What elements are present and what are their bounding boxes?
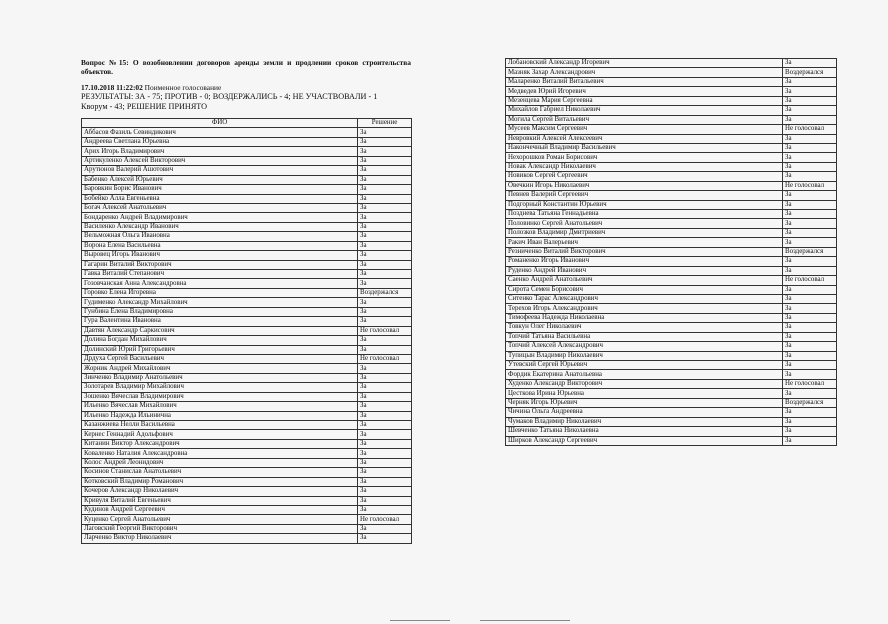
table-row	[506, 200, 837, 209]
table-row	[82, 383, 412, 392]
vote-decision: За	[358, 392, 412, 401]
deputy-name: Ракич Иван Валерьевич	[506, 238, 783, 247]
table-row	[82, 137, 412, 146]
vote-decision: За	[783, 389, 837, 398]
table-row	[506, 389, 837, 398]
vote-decision: За	[783, 351, 837, 360]
table-row	[506, 59, 837, 68]
deputy-name: Китанин Виктор Александрович	[82, 439, 358, 448]
deputy-name: Арих Игорь Владимирович	[82, 147, 358, 156]
deputy-name: Долина Богдан Михайлович	[82, 336, 358, 345]
vote-decision: За	[358, 270, 412, 279]
table-row	[506, 266, 837, 275]
deputy-name: Гавка Виталий Степанович	[82, 270, 358, 279]
table-row	[506, 342, 837, 351]
deputy-name: Зинченко Владимир Анатольевич	[82, 373, 358, 382]
table-row	[506, 436, 837, 445]
deputy-name: Кудинов Андрей Сергеевич	[82, 505, 358, 514]
deputy-name: Певнев Валерий Сергеевич	[506, 191, 783, 200]
deputy-name: Гура Валентина Ивановна	[82, 317, 358, 326]
table-row	[82, 194, 412, 203]
vote-decision: За	[783, 294, 837, 303]
vote-quorum: Кворум - 43; РЕШЕНИЕ ПРИНЯТО	[81, 101, 208, 111]
table-row	[82, 458, 412, 467]
table-row	[82, 421, 412, 430]
table-row	[82, 496, 412, 505]
table-row	[506, 332, 837, 341]
deputy-name: Нехорошков Роман Борисович	[506, 153, 783, 162]
vote-decision: За	[783, 153, 837, 162]
vote-decision: За	[358, 251, 412, 260]
deputy-name: Зошенко Вячеслав Владимирович	[82, 392, 358, 401]
scan-artifact-line	[390, 620, 450, 621]
deputy-name: Давтян Александр Саркисович	[82, 326, 358, 335]
deputy-name: Бабенко Алексей Юрьевич	[82, 175, 358, 184]
vote-header	[81, 58, 411, 111]
table-row	[506, 96, 837, 105]
table-row	[506, 77, 837, 86]
vote-decision: За	[358, 222, 412, 231]
deputy-name: Кернес Геннадий Адольфович	[82, 430, 358, 439]
vote-decision: За	[358, 232, 412, 241]
deputy-name: Утевский Сергей Юрьевич	[506, 361, 783, 370]
deputy-name: Дрдуха Сергей Васильевич	[82, 354, 358, 363]
deputy-name: Коваленко Наталия Александровна	[82, 449, 358, 458]
vote-decision: За	[783, 87, 837, 96]
table-row	[506, 408, 837, 417]
table-row	[506, 143, 837, 152]
vote-decision: За	[358, 137, 412, 146]
table-row	[506, 219, 837, 228]
vote-decision: За	[783, 106, 837, 115]
table-row	[506, 247, 837, 256]
table-row	[82, 487, 412, 496]
vote-decision: За	[783, 313, 837, 322]
vote-decision: За	[358, 194, 412, 203]
vote-decision: Не голосовал	[358, 515, 412, 524]
deputy-name: Гозовчанская Анна Александровна	[82, 279, 358, 288]
vote-decision: За	[783, 342, 837, 351]
vote-decision: За	[783, 370, 837, 379]
deputy-name: Чумаков Владимир Николаевич	[506, 417, 783, 426]
vote-decision: За	[783, 219, 837, 228]
deputy-name: Тупицын Владимир Николаевич	[506, 351, 783, 360]
table-row	[82, 515, 412, 524]
deputy-name: Лобановский Александр Игоревич	[506, 59, 783, 68]
table-row	[82, 364, 412, 373]
vote-decision: За	[358, 411, 412, 420]
vote-decision: Воздержался	[783, 68, 837, 77]
deputy-name: Романенко Игорь Иванович	[506, 257, 783, 266]
deputy-name: Выровец Игорь Иванович	[82, 251, 358, 260]
table-row	[82, 185, 412, 194]
deputy-name: Подгорный Константин Юрьевич	[506, 200, 783, 209]
deputy-name: Вельможная Ольга Ивановна	[82, 232, 358, 241]
deputy-name: Сирота Семен Борисович	[506, 285, 783, 294]
vote-type: Поименное голосование	[144, 82, 222, 92]
vote-decision: За	[358, 185, 412, 194]
deputy-name: Накончечный Владимир Васильевич	[506, 143, 783, 152]
deputy-name: Саенко Андрей Анатольевич	[506, 276, 783, 285]
table-row	[82, 411, 412, 420]
vote-decision: За	[783, 143, 837, 152]
table-row	[506, 351, 837, 360]
vote-decision: За	[358, 213, 412, 222]
votes-table-right	[505, 58, 837, 446]
table-row	[82, 524, 412, 533]
table-row	[506, 115, 837, 124]
table-row	[506, 228, 837, 237]
table-row	[506, 162, 837, 171]
deputy-name: Артикуленко Алексей Викторович	[82, 156, 358, 165]
deputy-name: Тимофеева Надежда Николаевна	[506, 313, 783, 322]
deputy-name: Гагарин Виталий Викторович	[82, 260, 358, 269]
table-row	[82, 279, 412, 288]
vote-decision: За	[783, 200, 837, 209]
deputy-name: Жорник Андрей Михайлович	[82, 364, 358, 373]
table-row	[506, 191, 837, 200]
table-row	[506, 379, 837, 388]
deputy-name: Черняк Игорь Юрьевич	[506, 398, 783, 407]
deputy-name: Ильенко Вячеслав Михайлович	[82, 402, 358, 411]
table-row	[506, 323, 837, 332]
deputy-name: Половинко Сергей Анатольевич	[506, 219, 783, 228]
vote-decision: За	[358, 317, 412, 326]
deputy-name: Ворона Елена Васильевна	[82, 241, 358, 250]
vote-decision: За	[783, 115, 837, 124]
deputy-name: Ларченко Виктор Николаевич	[82, 534, 358, 543]
table-row	[506, 87, 837, 96]
table-row	[506, 427, 837, 436]
table-row	[82, 505, 412, 514]
deputy-name: Горовко Елена Игоревна	[82, 288, 358, 297]
table-row	[506, 210, 837, 219]
vote-decision: За	[358, 279, 412, 288]
deputy-name: Колос Андрей Леонидович	[82, 458, 358, 467]
table-row	[82, 270, 412, 279]
deputy-name: Михайлов Габриел Николаевич	[506, 106, 783, 115]
deputy-name: Ширков Александр Сергеевич	[506, 436, 783, 445]
column-header-name: ФИО	[82, 119, 358, 128]
deputy-name: Баровкин Борис Иванович	[82, 185, 358, 194]
deputy-name: Фордик Екатерина Анатольевна	[506, 370, 783, 379]
table-row	[82, 232, 412, 241]
vote-decision: Не голосовал	[783, 181, 837, 190]
vote-decision: За	[358, 203, 412, 212]
table-row	[82, 439, 412, 448]
table-row	[82, 477, 412, 486]
vote-decision: За	[358, 298, 412, 307]
table-row	[82, 241, 412, 250]
table-row	[82, 354, 412, 363]
deputy-name: Топчий Алексей Александрович	[506, 342, 783, 351]
vote-decision: За	[358, 524, 412, 533]
table-row	[82, 175, 412, 184]
vote-decision: Не голосовал	[783, 379, 837, 388]
vote-decision: За	[358, 156, 412, 165]
table-row	[82, 336, 412, 345]
vote-decision: За	[358, 128, 412, 137]
vote-decision: За	[783, 436, 837, 445]
vote-decision: За	[783, 361, 837, 370]
deputy-name: Терехов Игорь Александрович	[506, 304, 783, 313]
vote-decision: За	[358, 336, 412, 345]
votes-table-right-body	[506, 59, 837, 446]
deputy-name: Мезенцева Мария Сергеевна	[506, 96, 783, 105]
table-row	[506, 370, 837, 379]
deputy-name: Овечкин Игорь Николаевич	[506, 181, 783, 190]
table-row	[506, 398, 837, 407]
deputy-name: Гунбина Елена Владимировна	[82, 307, 358, 316]
table-row	[82, 156, 412, 165]
deputy-name: Цесткова Ирина Юрьевна	[506, 389, 783, 398]
vote-decision: За	[358, 373, 412, 382]
vote-decision: За	[358, 364, 412, 373]
table-row	[82, 203, 412, 212]
vote-decision: За	[783, 210, 837, 219]
vote-decision: За	[358, 307, 412, 316]
table-row	[506, 276, 837, 285]
deputy-name: Невровкий Алексей Алексеевич	[506, 134, 783, 143]
vote-decision: Воздержался	[783, 398, 837, 407]
vote-decision: За	[783, 266, 837, 275]
scan-artifact-line	[480, 620, 570, 621]
table-row	[82, 534, 412, 543]
vote-decision: За	[783, 408, 837, 417]
vote-decision: За	[358, 166, 412, 175]
vote-decision: За	[783, 172, 837, 181]
deputy-name: Мазняк Захар Александрович	[506, 68, 783, 77]
deputy-name: Резниченко Виталий Викторович	[506, 247, 783, 256]
table-row	[506, 125, 837, 134]
table-row	[82, 307, 412, 316]
votes-table-left-body	[82, 128, 412, 543]
table-row	[82, 468, 412, 477]
deputy-name: Новак Александр Николаевич	[506, 162, 783, 171]
deputy-name: Шевченко Татьяна Николаевна	[506, 427, 783, 436]
deputy-name: Ильенко Надежда Ильинична	[82, 411, 358, 420]
vote-decision: Воздержался	[783, 247, 837, 256]
vote-decision: За	[358, 175, 412, 184]
table-row	[82, 430, 412, 439]
deputy-name: Арутюнов Валерий Ашотович	[82, 166, 358, 175]
table-row	[506, 257, 837, 266]
vote-decision: За	[783, 77, 837, 86]
deputy-name: Андреева Светлана Юрьевна	[82, 137, 358, 146]
vote-decision: За	[783, 417, 837, 426]
table-row	[82, 317, 412, 326]
vote-decision: За	[358, 430, 412, 439]
table-row	[506, 134, 837, 143]
vote-decision: За	[358, 147, 412, 156]
vote-decision: За	[783, 332, 837, 341]
table-row	[506, 313, 837, 322]
deputy-name: Куценко Сергей Анатольевич	[82, 515, 358, 524]
deputy-name: Новиков Сергей Сергеевич	[506, 172, 783, 181]
vote-decision: За	[358, 402, 412, 411]
vote-decision: За	[358, 505, 412, 514]
table-row	[82, 251, 412, 260]
deputy-name: Маларенко Виталий Витальевич	[506, 77, 783, 86]
deputy-name: Долинский Юрий Григорьевич	[82, 345, 358, 354]
vote-decision: За	[783, 304, 837, 313]
vote-decision: За	[358, 439, 412, 448]
deputy-name: Лаговский Георгий Викторович	[82, 524, 358, 533]
vote-decision: За	[783, 162, 837, 171]
table-row	[506, 238, 837, 247]
vote-results: РЕЗУЛЬТАТЫ: ЗА - 75; ПРОТИВ - 0; ВОЗДЕРЖАЛИСЬ - 4; НЕ УЧАСТВОВАЛИ - 1	[81, 92, 378, 102]
deputy-name: Руденко Андрей Иванович	[506, 266, 783, 275]
table-row	[82, 345, 412, 354]
table-row	[506, 294, 837, 303]
table-row	[82, 213, 412, 222]
vote-decision: За	[783, 323, 837, 332]
vote-decision: За	[783, 134, 837, 143]
vote-decision: За	[783, 59, 837, 68]
table-row	[82, 298, 412, 307]
deputy-name: Ситенко Тарас Александрович	[506, 294, 783, 303]
vote-decision: За	[783, 238, 837, 247]
table-row	[506, 106, 837, 115]
vote-decision: За	[358, 449, 412, 458]
vote-decision: Не голосовал	[358, 354, 412, 363]
deputy-name: Кочеров Александр Николаевич	[82, 487, 358, 496]
vote-decision: За	[358, 487, 412, 496]
deputy-name: Чичина Ольга Андреевна	[506, 408, 783, 417]
deputy-name: Котковский Владимир Романович	[82, 477, 358, 486]
votes-table-left	[81, 118, 412, 544]
deputy-name: Гудименко Александр Михайлович	[82, 298, 358, 307]
vote-datetime: 17.10.2018 11:22:02	[81, 82, 143, 92]
vote-decision: За	[358, 421, 412, 430]
deputy-name: Полозков Владимир Дмитриевич	[506, 228, 783, 237]
deputy-name: Золотарев Владимир Михайлович	[82, 383, 358, 392]
table-row	[82, 392, 412, 401]
vote-decision: Не голосовал	[358, 326, 412, 335]
deputy-name: Позднева Татьяна Геннадьевна	[506, 210, 783, 219]
deputy-name: Мусеев Максим Сергеевич	[506, 125, 783, 134]
deputy-name: Бондаренко Андрей Владимирович	[82, 213, 358, 222]
table-row	[82, 147, 412, 156]
table-row	[82, 128, 412, 137]
vote-decision: За	[358, 345, 412, 354]
vote-decision: За	[783, 285, 837, 294]
deputy-name: Медведев Юрий Игоревич	[506, 87, 783, 96]
table-row	[82, 402, 412, 411]
vote-decision: Воздержался	[358, 288, 412, 297]
table-row	[506, 304, 837, 313]
vote-decision: За	[783, 96, 837, 105]
table-row	[506, 68, 837, 77]
table-row	[82, 449, 412, 458]
vote-decision: За	[358, 496, 412, 505]
vote-decision: За	[783, 257, 837, 266]
deputy-name: Косинов Станислав Анатольевич	[82, 468, 358, 477]
deputy-name: Аббасов Фазиль Севиндикович	[82, 128, 358, 137]
vote-decision: За	[358, 260, 412, 269]
vote-datetime-line	[81, 83, 411, 92]
deputy-name: Могила Сергей Витальевич	[506, 115, 783, 124]
table-row	[506, 181, 837, 190]
vote-decision: За	[358, 534, 412, 543]
vote-decision: Не голосовал	[783, 125, 837, 134]
deputy-name: Казанжиева Нелли Васильевна	[82, 421, 358, 430]
table-row	[506, 153, 837, 162]
deputy-name: Товкун Олег Николаевич	[506, 323, 783, 332]
deputy-name: Топчий Татьяна Васильевна	[506, 332, 783, 341]
table-row	[82, 373, 412, 382]
vote-decision: Не голосовал	[783, 276, 837, 285]
deputy-name: Кривуля Виталий Евгеньевич	[82, 496, 358, 505]
table-header-row	[82, 119, 412, 128]
table-row	[82, 166, 412, 175]
deputy-name: Худенко Александр Викторович	[506, 379, 783, 388]
vote-decision: За	[783, 228, 837, 237]
table-row	[506, 361, 837, 370]
column-header-decision: Решение	[358, 119, 412, 128]
vote-decision: За	[358, 383, 412, 392]
table-row	[82, 222, 412, 231]
vote-decision: За	[358, 477, 412, 486]
deputy-name: Бобейко Алла Евгеньевна	[82, 194, 358, 203]
question-title: Вопрос №15: О возобновлении договоров аренды земли и продлении сроков строительства объектов.	[81, 58, 411, 77]
vote-decision: За	[783, 191, 837, 200]
table-row	[506, 417, 837, 426]
vote-decision: За	[783, 427, 837, 436]
vote-decision: За	[358, 468, 412, 477]
deputy-name: Василенко Александр Иванович	[82, 222, 358, 231]
table-row	[506, 172, 837, 181]
table-row	[82, 326, 412, 335]
vote-decision: За	[358, 458, 412, 467]
deputy-name: Богач Алексей Анатольевич	[82, 203, 358, 212]
table-row	[506, 285, 837, 294]
vote-decision: За	[358, 241, 412, 250]
table-row	[82, 288, 412, 297]
table-row	[82, 260, 412, 269]
